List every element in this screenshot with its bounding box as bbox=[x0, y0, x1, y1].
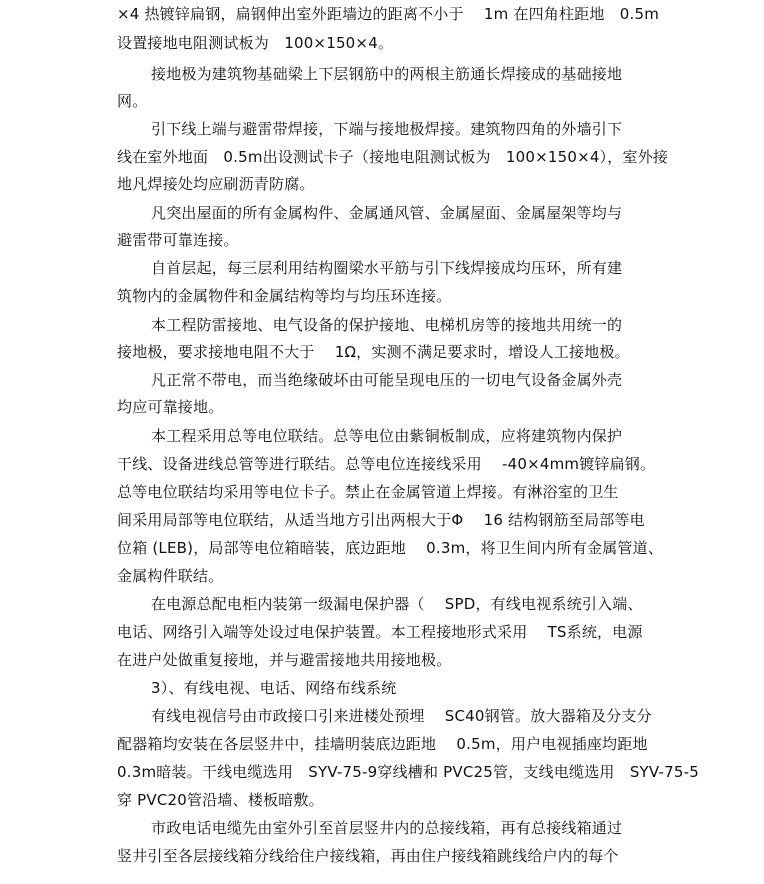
text-line: 引下线上端与避雷带焊接，下端与接地极焊接。建筑物四角的外墙引下 bbox=[151, 120, 623, 138]
text-line: 穿 PVC20管沿墙、楼板暗敷。 bbox=[117, 791, 324, 809]
text-line: 网。 bbox=[117, 92, 148, 110]
text-line: 避雷带可靠连接。 bbox=[117, 231, 239, 249]
text-line: 凡正常不带电，而当绝缘破坏由可能呈现电压的一切电气设备金属外壳 bbox=[151, 371, 623, 389]
text-line: 接地极为建筑物基础梁上下层钢筋中的两根主筋通长焊接成的基础接地 bbox=[151, 65, 623, 83]
text-line: 间采用局部等电位联结，从适当地方引出两根大于Φ 16 结构钢筋至局部等电 bbox=[117, 511, 645, 529]
text-line: 竖井引至各层接线箱分线给住户接线箱，再由住户接线箱跳线给户内的每个 bbox=[117, 847, 619, 865]
text-line: 电话、网络引入端等处设过电保护装置。本工程接地形式采用 TS系统，电源 bbox=[117, 623, 643, 641]
text-line: 金属构件联结。 bbox=[117, 567, 224, 585]
text-line: 0.3m暗装。干线电缆选用 SYV-75-9穿线槽和 PVC25管，支线电缆选用 SYV-75-5 bbox=[117, 763, 699, 781]
text-line: 筑物内的金属物件和金属结构等均与均压环连接。 bbox=[117, 287, 452, 305]
section-heading: 3）、有线电视、电话、网络布线系统 bbox=[151, 679, 397, 697]
text-line: 本工程防雷接地、电气设备的保护接地、电梯机房等的接地共用统一的 bbox=[151, 316, 623, 334]
text-line: 本工程采用总等电位联结。总等电位由紫铜板制成，应将建筑物内保护 bbox=[151, 427, 623, 445]
text-line: 凡突出屋面的所有金属构件、金属通风管、金属屋面、金属屋架等均与 bbox=[151, 204, 623, 222]
text-line: 市政电话电缆先由室外引至首层竖井内的总接线箱，再有总接线箱通过 bbox=[151, 819, 623, 837]
text-line: 位箱 (LEB)，局部等电位箱暗装，底边距地 0.3m，将卫生间内所有金属管道、 bbox=[117, 539, 664, 557]
text-line: 线在室外地面 0.5m出设测试卡子（接地电阻测试板为 100×150×4），室外接 bbox=[117, 148, 669, 166]
text-line: 在进户处做重复接地，并与避雷接地共用接地极。 bbox=[117, 651, 452, 669]
text-line: 有线电视信号由市政接口引来进楼处预埋 SC40钢管。放大器箱及分支分 bbox=[151, 707, 652, 725]
text-line: 配器箱均安装在各层竖井中，挂墙明装底边距地 0.5m，用户电视插座均距地 bbox=[117, 735, 648, 753]
text-line: 总等电位联结均采用等电位卡子。禁止在金属管道上焊接。有淋浴室的卫生 bbox=[117, 483, 619, 501]
text-line: 均应可靠接地。 bbox=[117, 398, 224, 416]
text-line: 干线、设备进线总管等进行联结。总等电位连接线采用 -40×4mm镀锌扁钢。 bbox=[117, 455, 656, 473]
text-line: 设置接地电阻测试板为 100×150×4。 bbox=[117, 34, 394, 52]
text-line: ×4 热镀锌扁钢，扁钢伸出室外距墙边的距离不小于 1m 在四角柱距地 0.5m bbox=[117, 5, 660, 23]
text-line: 接地极，要求接地电阻不大于 1Ω，实测不满足要求时，增设人工接地极。 bbox=[117, 343, 630, 361]
text-line: 自首层起，每三层利用结构圈梁水平筋与引下线焊接成均压环，所有建 bbox=[151, 259, 623, 277]
text-line: 地凡焊接处均应刷沥青防腐。 bbox=[117, 175, 315, 193]
text-line: 在电源总配电柜内装第一级漏电保护器（ SPD，有线电视系统引入端、 bbox=[151, 595, 643, 613]
